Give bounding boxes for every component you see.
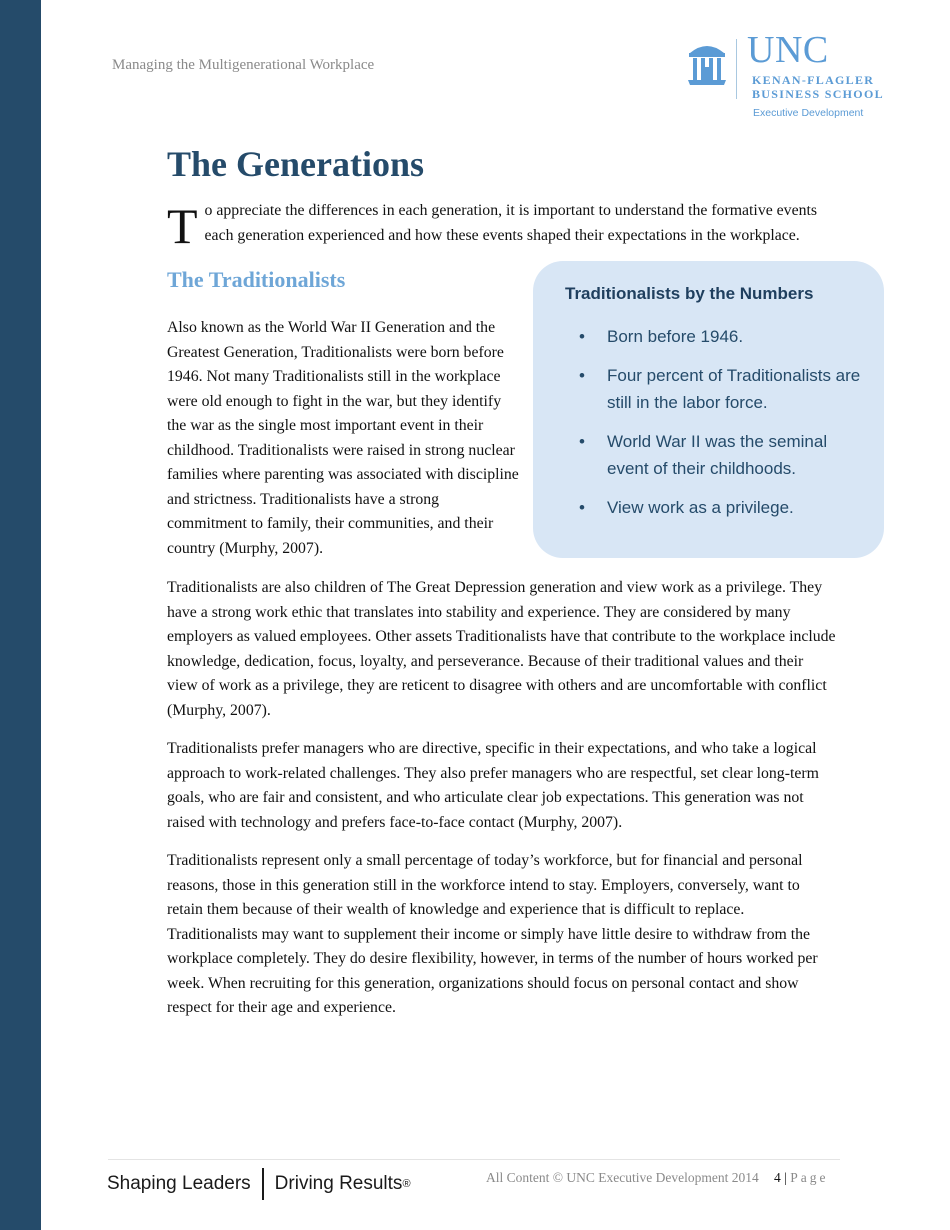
- section-heading: The Traditionalists: [167, 267, 346, 292]
- body-paragraph-3: Traditionalists prefer managers who are directive, specific in their expectations, and who take a logical approach to work-related challenges. They also prefer managers who are respectful, set clear long-term goals, who are fair and consistent, and who articulate clear job expectations. This generation was not raised with technology and prefers face-to-face contact (Murphy, 2007).: [167, 740, 819, 831]
- callout-item: [565, 494, 865, 521]
- unc-logo: [686, 29, 896, 123]
- bullet-icon: •: [579, 432, 585, 451]
- body-paragraph-1: Also known as the World War II Generation and the Greatest Generation, Traditionalists were born before 1946. Not many Traditionalists still in the workplace were old enough to fight in the war, but they identify the war as the single most important event in their childhood. Traditionalists were raised in strong nuclear families where parenting was associated with discipline and strictness. Traditionalists have a strong commitment to family, their communities, and their country (Murphy, 2007).: [167, 319, 519, 557]
- callout-item-text: View work as a privilege.: [607, 498, 794, 517]
- page-title: The Generations: [167, 144, 424, 184]
- header-title: Managing the Multigenerational Workplace: [112, 57, 375, 73]
- page-number-block: [774, 1170, 828, 1186]
- logo-school-line1: KENAN-FLAGLER: [752, 73, 875, 87]
- bullet-icon: •: [579, 498, 585, 517]
- tagline-right: Driving Results: [274, 1173, 403, 1194]
- footer-copyright: All Content © UNC Executive Development 2014: [486, 1170, 759, 1185]
- bullet-icon: •: [579, 327, 585, 346]
- page-separator: |: [784, 1170, 787, 1185]
- callout-item: [565, 428, 865, 482]
- body-paragraph-4: Traditionalists represent only a small percentage of today’s workforce, but for financial and personal reasons, those in this generation still in the workforce intend to stay. Employers, conversely, want to retain them because of their wealth of knowledge and experience that is difficult to replace. Traditionalists may want to supplement their income or simply have little desire to withdraw from the workplace completely. They do desire flexibility, however, in terms of the number of hours worked per week. When recruiting for this generation, organizations should focus on personal contact and show respect for their age and experience.: [167, 852, 818, 1016]
- callout-item-text: Four percent of Traditionalists are still in the labor force.: [607, 366, 861, 412]
- left-sidebar-band: [0, 0, 41, 1230]
- registered-mark: ®: [402, 1178, 411, 1190]
- tagline-left: Shaping Leaders: [107, 1173, 251, 1194]
- page-label: Page: [790, 1170, 829, 1185]
- intro-text: o appreciate the differences in each generation, it is important to understand the formative events each generation experienced and how these events shaped their expectations in the workplace.: [204, 202, 818, 244]
- bullet-icon: •: [579, 366, 585, 385]
- old-well-icon: [686, 39, 728, 89]
- drop-cap: T: [167, 198, 198, 254]
- logo-name: UNC: [747, 29, 829, 71]
- intro-paragraph: [167, 198, 847, 254]
- logo-school-line2: BUSINESS SCHOOL: [752, 87, 884, 101]
- callout-item: [565, 362, 865, 416]
- callout-item-text: Born before 1946.: [607, 327, 744, 346]
- logo-divider: [736, 39, 737, 99]
- callout-item-text: World War II was the seminal event of their childhoods.: [607, 432, 828, 478]
- footer-tagline: [107, 1168, 411, 1200]
- page-number: 4: [774, 1170, 781, 1185]
- footer-divider: [108, 1159, 840, 1160]
- callout-item: [565, 323, 865, 350]
- callout-list: [565, 323, 865, 533]
- body-paragraph-2: Traditionalists are also children of The Great Depression generation and view work as a privilege. They have a strong work ethic that translates into stability and experience. They are considered by many employers as valued employees. Other assets Traditionalists have that contribute to the workplace include knowledge, dedication, focus, loyalty, and perseverance. Because of their traditional values and their view of work as a privilege, they are reticent to disagree with others and are uncomfortable with conflict (Murphy, 2007).: [167, 579, 836, 719]
- logo-subtitle: Executive Development: [753, 107, 864, 119]
- callout-box: [533, 261, 884, 558]
- tagline-separator: [262, 1168, 264, 1200]
- callout-title: Traditionalists by the Numbers: [565, 284, 814, 303]
